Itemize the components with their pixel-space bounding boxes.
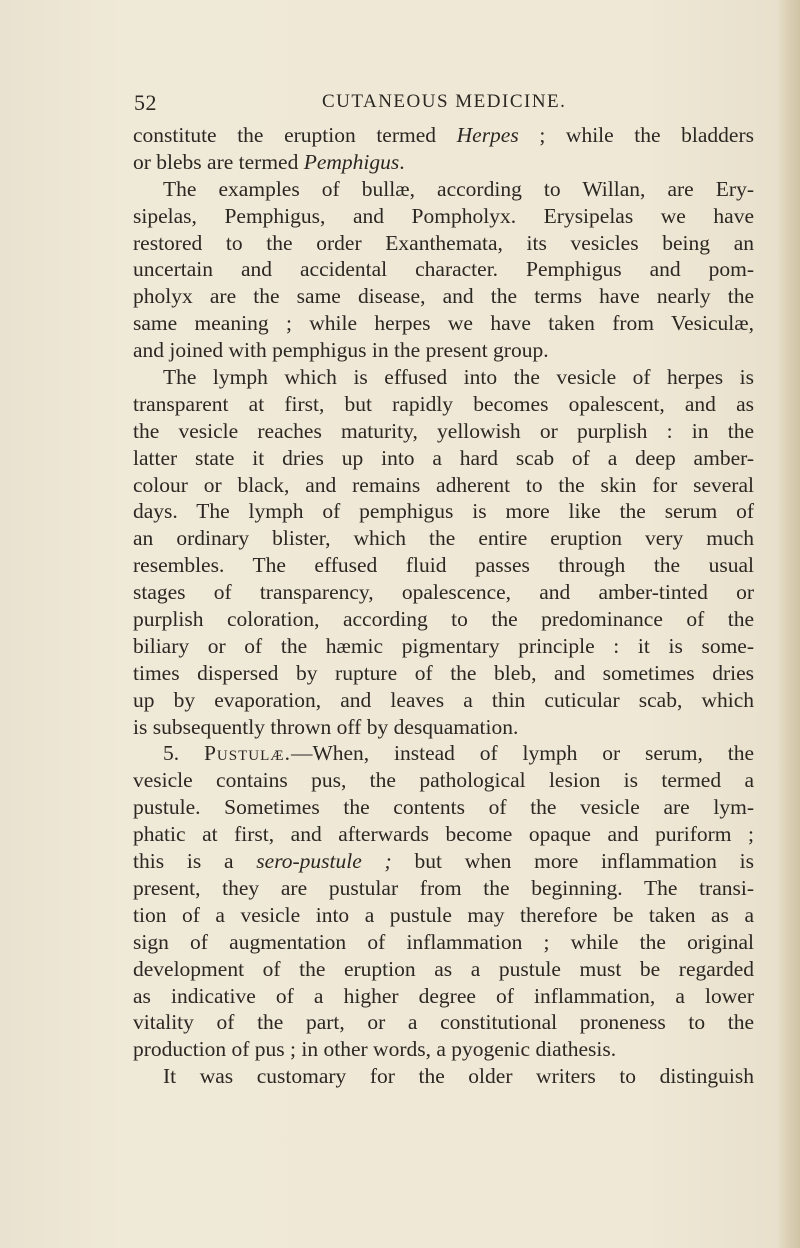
text-line: same meaning ; while herpes we have taken from Vesiculæ, [133,311,754,336]
text-line: phatic at first, and afterwards become opaque and puriform ; [133,822,754,847]
text-line [133,848,754,875]
section-heading-line [133,740,754,767]
page-header [134,90,754,116]
text-line: sign of augmentation of inflammation ; while the original [133,929,754,954]
text-line: It was customary for the older writers to distinguish [163,1064,754,1089]
text-line: development of the eruption as a pustule must be regarded [133,956,754,981]
text-segment: but when more inflammation is [414,849,754,874]
text-line: vitality of the part, or a constitutional proneness to the [133,1010,754,1035]
text-line: the vesicle reaches maturity, yellowish or purplish : in the [133,418,754,443]
text-line: latter state it dries up into a hard scab of a deep amber- [133,445,754,470]
italic-term: Pemphigus [303,149,400,174]
page-gutter-shadow [778,0,800,1248]
section-number: 5. [163,741,180,766]
text-line: present, they are pustular from the beginning. The transi- [133,875,754,900]
text-line: up by evaporation, and leaves a thin cuticular scab, which [133,687,754,712]
text-line: biliary or of the hæmic pigmentary principle : it is some- [133,633,754,658]
text-line: purplish coloration, according to the predominance of the [133,607,754,632]
text-line: times dispersed by rupture of the bleb, and sometimes dries [133,660,754,685]
text-line: tion of a vesicle into a pustule may therefore be taken as a [133,902,754,927]
text-line: days. The lymph of pemphigus is more like the serum of [133,499,754,524]
page-number: 52 [134,90,157,115]
text-line: vesicle contains pus, the pathological lesion is termed a [133,768,754,793]
text-line: an ordinary blister, which the entire eruption very much [133,526,754,551]
text-line: or blebs are termed Pemphigus. [133,149,405,174]
text-line: pustule. Sometimes the contents of the vesicle are lym- [133,795,754,820]
italic-term: Herpes [456,123,519,147]
text-line: as indicative of a higher degree of inflammation, a lower [133,983,754,1008]
text-line: The examples of bullæ, according to Willan, are Ery- [163,176,754,201]
text-line: uncertain and accidental character. Pemphigus and pom- [133,257,754,282]
text-line: The lymph which is effused into the vesicle of herpes is [163,365,754,390]
italic-term: sero-pustule ; [256,849,392,874]
running-head: CUTANEOUS MEDICINE. [322,91,567,112]
text-segment: this is a [133,849,234,874]
text-line: sipelas, Pemphigus, and Pompholyx. Erysipelas we have [133,203,754,228]
text-line: pholyx are the same disease, and the terms have nearly the [133,284,754,309]
text-line: transparent at first, but rapidly becomes opalescent, and as [133,391,754,416]
text-line: is subsequently thrown off by desquamation. [133,714,519,739]
text-line: restored to the order Exanthemata, its vesicles being an [133,230,754,255]
text-line: colour or black, and remains adherent to the skin for several [133,472,754,497]
section-heading-text: —When, instead of lymph or serum, the [290,741,754,766]
text-line: stages of transparency, opalescence, and amber-tinted or [133,580,754,605]
text-line: constitute the eruption termed Herpes ; while the bladders [133,123,754,147]
body-text [133,122,754,1090]
text-line: and joined with pemphigus in the present group. [133,338,549,363]
text-line: production of pus ; in other words, a pyogenic diathesis. [133,1037,617,1062]
section-heading: Pustulæ. [203,741,291,766]
text-line: resembles. The effused fluid passes through the usual [133,553,754,578]
